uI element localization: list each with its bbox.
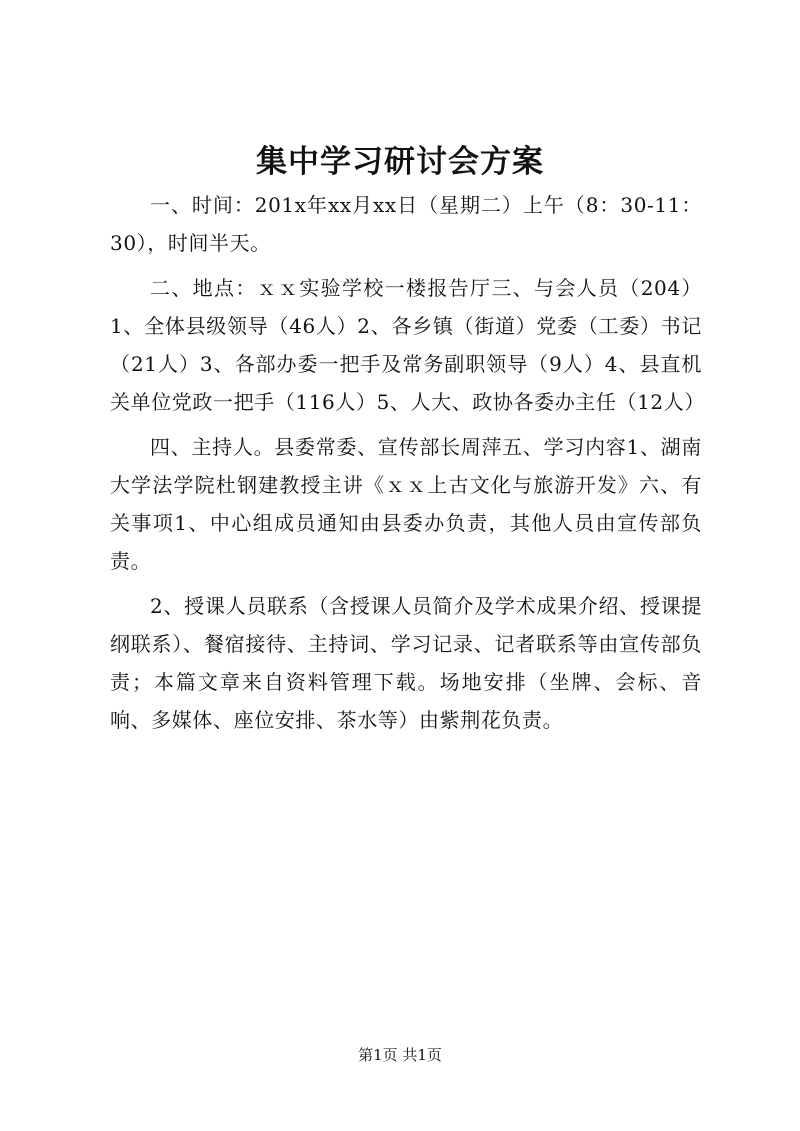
paragraph-host-content: 四、主持人。县委常委、宣传部长周萍五、学习内容1、湖南大学法学院杜钢建教授主讲《ｘｘ上古文化与旅游开发》六、有关事项1、中心组成员通知由县委办负责，其他人员由宣传部负责。 xyxy=(110,435,702,573)
document-title: 集中学习研讨会方案 xyxy=(256,144,544,180)
paragraph-arrangements: 2、授课人员联系（含授课人员简介及学术成果介绍、授课提纲联系）、餐宿接待、主持词、学习记录、记者联系等由宣传部负责；本篇文章来自资料管理下载。场地安排（坐牌、会标、音响、多媒体、座位安排、茶水等）由紫荆花负责。 xyxy=(110,594,702,732)
document-body xyxy=(110,186,705,746)
page-footer: 第1页 共1页 xyxy=(358,1046,442,1064)
paragraph-location-attendees: 二、地点：ｘｘ实验学校一楼报告厅三、与会人员（204）1、全体县级领导（46人）2、各乡镇（街道）党委（工委）书记（21人）3、各部办委一把手及常务副职领导（9人）4、县直机关单位党政一把手（116人）5、人大、政协各委办主任（12人） xyxy=(110,276,705,414)
paragraph-time: 一、时间：201x年xx月xx日（星期二）上午（8：30-11：30），时间半天。 xyxy=(110,193,702,255)
